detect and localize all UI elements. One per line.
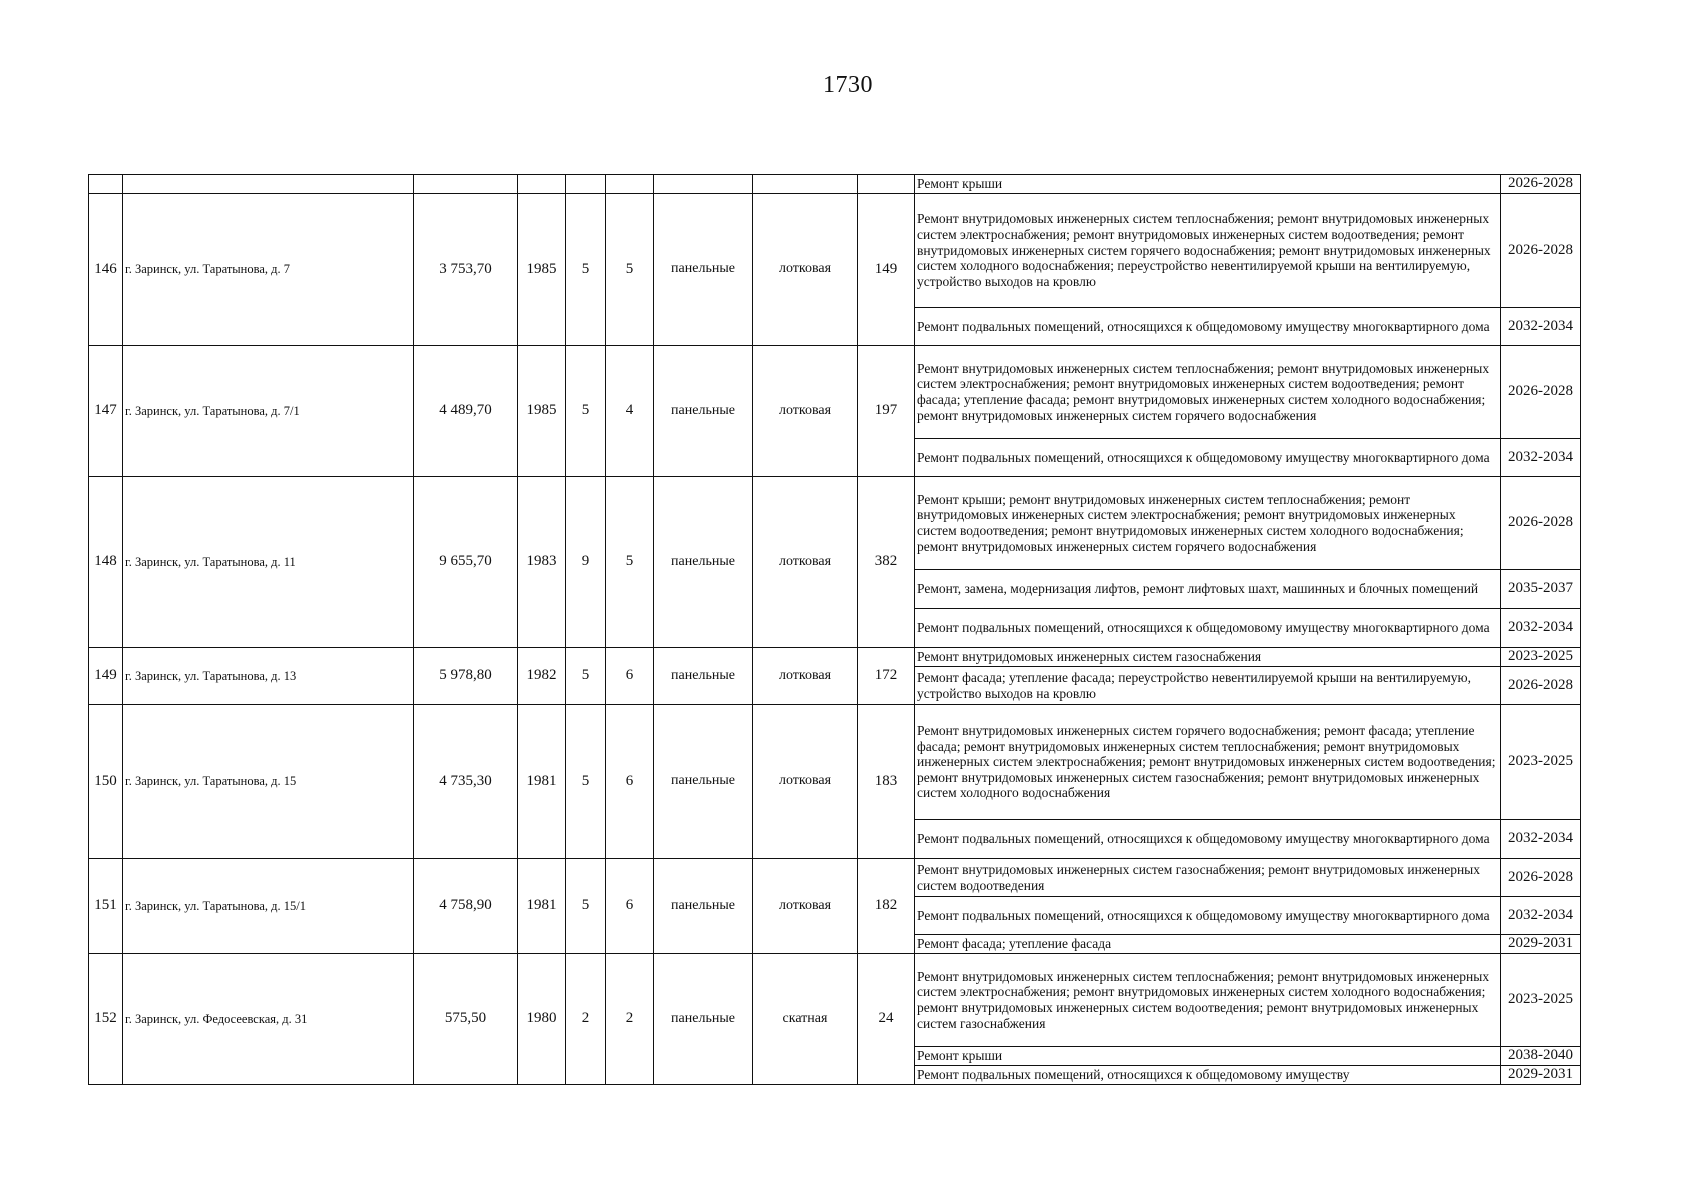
wall-material: панельные: [654, 705, 753, 859]
roof-type: лотковая: [753, 705, 858, 859]
work-period: 2029-2031: [1501, 1066, 1581, 1085]
build-year: 1980: [518, 954, 566, 1085]
wall-material: панельные: [654, 954, 753, 1085]
work-period: 2032-2034: [1501, 897, 1581, 935]
row-number: 147: [89, 346, 123, 477]
work-period: 2026-2028: [1501, 194, 1581, 308]
work-period: 2023-2025: [1501, 648, 1581, 667]
row-number: 149: [89, 648, 123, 705]
address: г. Заринск, ул. Таратынова, д. 15: [123, 705, 414, 859]
table-row: [89, 194, 1581, 308]
floors-count: 5: [566, 346, 606, 477]
entrances-count: 6: [606, 705, 654, 859]
build-year: 1983: [518, 477, 566, 648]
work-description: Ремонт подвальных помещений, относящихся к общедомовому имуществу многоквартирного дома: [915, 897, 1501, 935]
row-number: 148: [89, 477, 123, 648]
address: г. Заринск, ул. Федосеевская, д. 31: [123, 954, 414, 1085]
residents-count: 24: [858, 954, 915, 1085]
work-period: 2035-2037: [1501, 570, 1581, 609]
wall-material: панельные: [654, 859, 753, 954]
floors-count: 5: [566, 648, 606, 705]
build-year: 1985: [518, 194, 566, 346]
row-number: 151: [89, 859, 123, 954]
total-area: 5 978,80: [414, 648, 518, 705]
build-year: 1981: [518, 705, 566, 859]
work-period: 2026-2028: [1501, 667, 1581, 705]
row-number: 146: [89, 194, 123, 346]
wall-material: панельные: [654, 477, 753, 648]
row-number: 152: [89, 954, 123, 1085]
work-period: 2026-2028: [1501, 477, 1581, 570]
residents-count: 183: [858, 705, 915, 859]
work-description: Ремонт внутридомовых инженерных систем горячего водоснабжения; ремонт фасада; утепление фасада; ремонт внутридомовых инженерных систем теплоснабжения; ремонт внутридомовых инженерных систем электроснабжения; ремонт внутридомовых инженерных систем водоотведения; ремонт внутридомовых инженерных систем газоснабжения; ремонт внутридомовых инженерных систем холодного водоснабжения: [915, 705, 1501, 820]
wall-material: панельные: [654, 194, 753, 346]
table-row: [89, 477, 1581, 570]
work-description: Ремонт крыши: [915, 1047, 1501, 1066]
work-period: 2032-2034: [1501, 609, 1581, 648]
table-row: [89, 859, 1581, 897]
address: г. Заринск, ул. Таратынова, д. 15/1: [123, 859, 414, 954]
work-period: 2032-2034: [1501, 820, 1581, 859]
total-area: 575,50: [414, 954, 518, 1085]
roof-type: лотковая: [753, 477, 858, 648]
work-description: Ремонт внутридомовых инженерных систем теплоснабжения; ремонт внутридомовых инженерных систем электроснабжения; ремонт внутридомовых инженерных систем водоотведения; ремонт фасада; утепление фасада; ремонт внутридомовых инженерных систем холодного водоснабжения; ремонт внутридомовых инженерных систем горячего водоснабжения: [915, 346, 1501, 439]
residents-count: 182: [858, 859, 915, 954]
total-area: 9 655,70: [414, 477, 518, 648]
roof-type: лотковая: [753, 194, 858, 346]
work-period: 2032-2034: [1501, 439, 1581, 477]
floors-count: 5: [566, 705, 606, 859]
residents-count: 197: [858, 346, 915, 477]
work-period: 2032-2034: [1501, 308, 1581, 346]
work-description: Ремонт крыши; ремонт внутридомовых инженерных систем теплоснабжения; ремонт внутридомовых инженерных систем электроснабжения; ремонт внутридомовых инженерных систем водоотведения; ремонт внутридомовых инженерных систем холодного водоснабжения; ремонт внутридомовых инженерных систем горячего водоснабжения: [915, 477, 1501, 570]
work-description: Ремонт подвальных помещений, относящихся к общедомовому имуществу многоквартирного дома: [915, 820, 1501, 859]
roof-type: лотковая: [753, 346, 858, 477]
work-period: 2029-2031: [1501, 935, 1581, 954]
residents-count: 149: [858, 194, 915, 346]
residents-count: 172: [858, 648, 915, 705]
total-area: 3 753,70: [414, 194, 518, 346]
entrances-count: 2: [606, 954, 654, 1085]
table-row: [89, 346, 1581, 439]
work-description: Ремонт подвальных помещений, относящихся к общедомовому имуществу многоквартирного дома: [915, 609, 1501, 648]
build-year: 1985: [518, 346, 566, 477]
entrances-count: 6: [606, 648, 654, 705]
entrances-count: 5: [606, 477, 654, 648]
table-row: [89, 648, 1581, 667]
floors-count: 5: [566, 194, 606, 346]
row-number: 150: [89, 705, 123, 859]
table-row-continuation: [89, 175, 1581, 194]
entrances-count: 4: [606, 346, 654, 477]
work-period: 2023-2025: [1501, 954, 1581, 1047]
total-area: 4 489,70: [414, 346, 518, 477]
work-description: Ремонт фасада; утепление фасада; переустройство невентилируемой крыши на вентилируемую, устройство выходов на кровлю: [915, 667, 1501, 705]
address: г. Заринск, ул. Таратынова, д. 7/1: [123, 346, 414, 477]
work-description: Ремонт внутридомовых инженерных систем газоснабжения; ремонт внутридомовых инженерных систем водоотведения: [915, 859, 1501, 897]
total-area: 4 758,90: [414, 859, 518, 954]
entrances-count: 6: [606, 859, 654, 954]
address: г. Заринск, ул. Таратынова, д. 13: [123, 648, 414, 705]
build-year: 1981: [518, 859, 566, 954]
work-period: 2026-2028: [1501, 175, 1581, 194]
wall-material: панельные: [654, 648, 753, 705]
work-description: Ремонт подвальных помещений, относящихся к общедомовому имуществу многоквартирного дома: [915, 308, 1501, 346]
work-period: 2026-2028: [1501, 346, 1581, 439]
work-period: 2026-2028: [1501, 859, 1581, 897]
work-description: Ремонт внутридомовых инженерных систем теплоснабжения; ремонт внутридомовых инженерных систем электроснабжения; ремонт внутридомовых инженерных систем холодного водоснабжения; ремонт внутридомовых инженерных систем водоотведения; ремонт внутридомовых инженерных систем газоснабжения: [915, 954, 1501, 1047]
page-number: 1730: [823, 72, 873, 98]
table-row: [89, 705, 1581, 820]
roof-type: лотковая: [753, 859, 858, 954]
work-description: Ремонт внутридомовых инженерных систем теплоснабжения; ремонт внутридомовых инженерных систем электроснабжения; ремонт внутридомовых инженерных систем водоотведения; ремонт внутридомовых инженерных систем горячего водоснабжения; ремонт внутридомовых инженерных систем холодного водоснабжения; переустройство невентилируемой крыши на вентилируемую, устройство выходов на кровлю: [915, 194, 1501, 308]
address: г. Заринск, ул. Таратынова, д. 7: [123, 194, 414, 346]
build-year: 1982: [518, 648, 566, 705]
entrances-count: 5: [606, 194, 654, 346]
work-description: Ремонт фасада; утепление фасада: [915, 935, 1501, 954]
work-description: Ремонт внутридомовых инженерных систем газоснабжения: [915, 648, 1501, 667]
repair-program-table: [88, 174, 1581, 1085]
work-description: Ремонт подвальных помещений, относящихся к общедомовому имуществу многоквартирного дома: [915, 439, 1501, 477]
floors-count: 9: [566, 477, 606, 648]
floors-count: 5: [566, 859, 606, 954]
work-description: Ремонт, замена, модернизация лифтов, ремонт лифтовых шахт, машинных и блочных помещений: [915, 570, 1501, 609]
table-row: [89, 954, 1581, 1047]
total-area: 4 735,30: [414, 705, 518, 859]
work-period: 2038-2040: [1501, 1047, 1581, 1066]
floors-count: 2: [566, 954, 606, 1085]
residents-count: 382: [858, 477, 915, 648]
wall-material: панельные: [654, 346, 753, 477]
roof-type: скатная: [753, 954, 858, 1085]
work-description: Ремонт подвальных помещений, относящихся к общедомовому имуществу: [915, 1066, 1501, 1085]
address: г. Заринск, ул. Таратынова, д. 11: [123, 477, 414, 648]
roof-type: лотковая: [753, 648, 858, 705]
work-description: Ремонт крыши: [915, 175, 1501, 194]
work-period: 2023-2025: [1501, 705, 1581, 820]
